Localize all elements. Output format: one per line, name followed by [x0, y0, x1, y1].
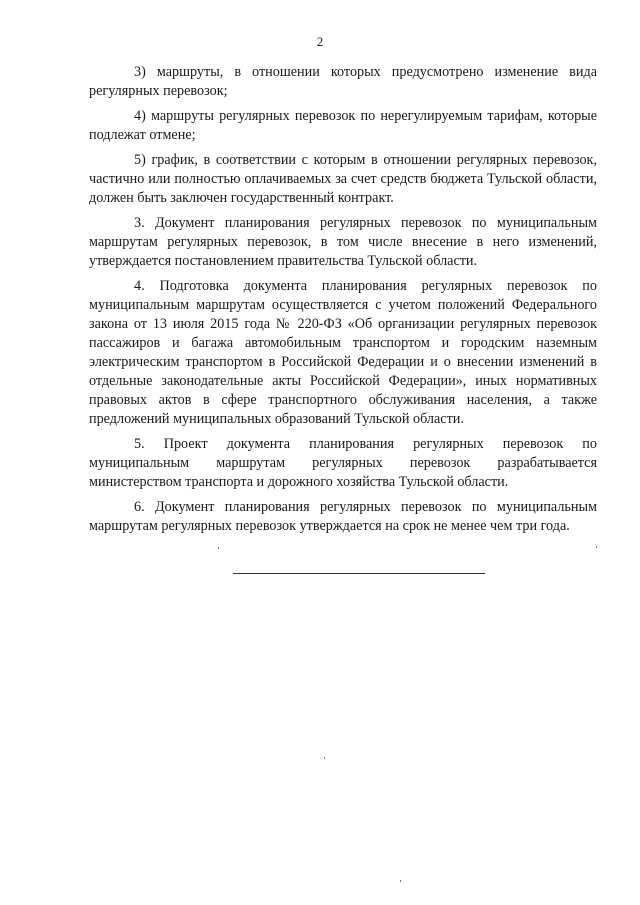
document-body [89, 63, 597, 542]
end-separator-line [233, 573, 485, 574]
scan-speck [400, 880, 401, 882]
clause-3: 3. Документ планирования регулярных перевозок по муниципальным маршрутам регулярных перевозок, в том числе внесение в него изменений, утверждается постановлением правительства Тульской области. [89, 215, 597, 269]
clause-5: 5. Проект документа планирования регулярных перевозок по муниципальным маршрутам регулярных перевозок разрабатывается министерством транспорта и дорожного хозяйства Тульской области. [89, 436, 597, 490]
scan-speck [218, 547, 219, 549]
clause-6: 6. Документ планирования регулярных перевозок по муниципальным маршрутам регулярных перевозок утверждается на срок не менее чем три года. [89, 499, 597, 534]
list-item-5: 5) график, в соответствии с которым в отношении регулярных перевозок, частично или полностью оплачиваемых за счет средств бюджета Тульской области, должен быть заключен государственный контракт. [89, 152, 597, 206]
list-item-3: 3) маршруты, в отношении которых предусмотрено изменение вида регулярных перевозок; [89, 64, 597, 99]
clause-4: 4. Подготовка документа планирования регулярных перевозок по муниципальным маршрутам осуществляется с учетом положений Федерального закона от 13 июля 2015 года № 220-ФЗ «Об организации регулярных перевозок пассажиров и багажа автомобильным транспортом и городским наземным электрическим транспортом в Российской Федерации и о внесении изменений в отдельные законодательные акты Российской Федерации», иных нормативных правовых актов в сфере транспортного обслуживания населения, а также предложений муниципальных образований Тульской области. [89, 278, 597, 427]
scan-speck [596, 546, 597, 548]
list-item-4: 4) маршруты регулярных перевозок по нерегулируемым тарифам, которые подлежат отмене; [89, 108, 597, 143]
scan-speck [324, 757, 325, 759]
page-number: 2 [316, 34, 324, 49]
